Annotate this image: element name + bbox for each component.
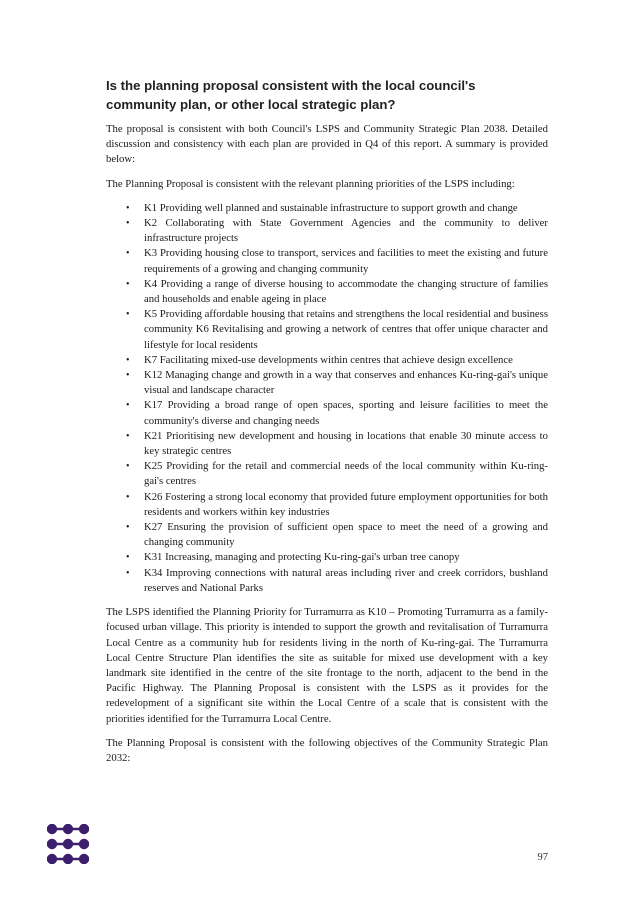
list-item: • K27 Ensuring the provision of sufficient open space to meet the need of a growing and changing community — [126, 521, 548, 549]
bullet-icon: • — [126, 354, 130, 366]
bullet-icon: • — [126, 491, 130, 503]
list-item: • K7 Facilitating mixed-use developments within centres that achieve design excellence — [106, 353, 548, 368]
list-item: • K25 Providing for the retail and commercial needs of the local community within Ku-ring-gai's centres — [126, 460, 548, 488]
list-item: • K31 Increasing, managing and protecting Ku-ring-gai's urban tree canopy — [106, 550, 548, 565]
priority-list — [106, 201, 548, 596]
section-heading: Is the planning proposal consistent with the local council's community plan, or other local strategic plan? — [106, 78, 476, 112]
csp-intro-paragraph: The Planning Proposal is consistent with the following objectives of the Community Strategic Plan 2032: — [106, 736, 548, 764]
bullet-icon: • — [126, 430, 130, 442]
page-number: 97 — [537, 852, 548, 863]
bullet-icon: • — [126, 309, 130, 321]
intro-paragraph: The proposal is consistent with both Council's LSPS and Community Strategic Plan 2038. Detailed discussion and consistency with each plan are provided in Q4 of this report. A summary is provided below: — [106, 123, 548, 166]
document-page — [106, 76, 548, 775]
bullet-icon: • — [126, 552, 130, 564]
list-item: • K26 Fostering a strong local economy that provided future employment opportunities for both residents and workers within key industries — [126, 490, 548, 518]
bullet-icon: • — [126, 400, 130, 412]
bullet-icon: • — [126, 278, 130, 290]
bullet-icon: • — [126, 218, 130, 230]
bullet-icon: • — [126, 202, 130, 214]
list-item: • K17 Providing a broad range of open spaces, sporting and leisure facilities to meet the community's diverse and changing needs — [126, 399, 548, 427]
turramurra-paragraph: The LSPS identified the Planning Priority for Turramurra as K10 – Promoting Turramurra as a family-focused urban village. This priority is intended to support the growth and revitalisation of Turramurra Local Centre as a community hub for residents living in the north of Ku-ring-gai. The Turramurra Local Centre Structure Plan identifies the site as suitable for mixed use development with a key landmark site identified in the centre of the site frontage to the north, adjacent to the bend in the Pacific Highway. The Planning Proposal is consistent with the LSPS as it provides for the redevelopment of a significant site within the Local Centre of a scale that is consistent with the priorities identified for the Turramurra Local Centre. — [106, 606, 548, 725]
dots-logo-icon — [47, 824, 89, 864]
bullet-icon: • — [126, 248, 130, 260]
lsps-intro-paragraph: The Planning Proposal is consistent with the relevant planning priorities of the LSPS including: — [106, 177, 515, 190]
bullet-icon: • — [126, 370, 130, 382]
list-item: • K1 Providing well planned and sustainable infrastructure to support growth and change — [106, 201, 548, 216]
list-item: • K4 Providing a range of diverse housing to accommodate the changing structure of families and households and enable ageing in place — [126, 277, 548, 306]
bullet-icon: • — [126, 461, 130, 473]
list-item: • K21 Prioritising new development and housing in locations that enable 30 minute access to key strategic centres — [126, 429, 548, 458]
list-item: • K3 Providing housing close to transport, services and facilities to meet the existing and future requirements of a growing and changing community — [126, 247, 548, 275]
list-item: • K5 Providing affordable housing that retains and strengthens the local residential and business community K6 Revitalising and growing a network of centres that offer unique character and lifestyle for local residents — [126, 308, 548, 351]
list-item: • K12 Managing change and growth in a way that conserves and enhances Ku-ring-gai's unique visual and landscape character — [126, 369, 548, 397]
bullet-icon: • — [126, 522, 130, 534]
list-item: • K2 Collaborating with State Government Agencies and the community to deliver infrastructure projects — [126, 217, 548, 245]
bullet-icon: • — [126, 567, 130, 579]
list-item: • K34 Improving connections with natural areas including river and creek corridors, bushland reserves and National Parks — [126, 566, 548, 594]
